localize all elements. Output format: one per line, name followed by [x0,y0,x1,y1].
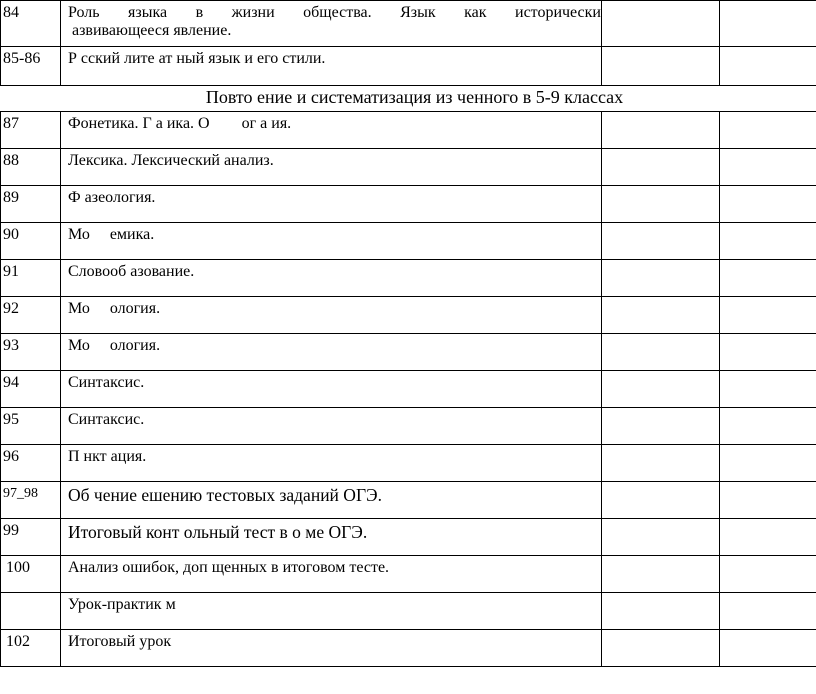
date-fact-cell [720,556,816,593]
table-row [1,297,816,334]
lesson-topic: Синтаксис. [61,371,602,408]
date-plan-cell [602,223,720,260]
table-row [1,593,816,630]
lesson-number: 91 [1,260,61,297]
table-row [1,260,816,297]
lesson-number: 97_98 [1,482,61,519]
lesson-number: 102 [1,630,61,667]
lesson-topic: П нкт ация. [61,445,602,482]
section-heading: Повто ение и систематизация из ченного в 5-9 классах [1,86,816,112]
lesson-topic: Урок-практик м [61,593,602,630]
table-row [1,371,816,408]
lesson-topic: Лексика. Лексический анализ. [61,149,602,186]
lesson-topic: Итоговый урок [61,630,602,667]
date-fact-cell [720,630,816,667]
table-row [1,334,816,371]
date-fact-cell [720,519,816,556]
date-fact-cell [720,408,816,445]
table-row [1,445,816,482]
date-fact-cell [720,445,816,482]
date-plan-cell [602,445,720,482]
lesson-number: 93 [1,334,61,371]
table-row [1,149,816,186]
lesson-topic-line1: Роль языка в жизни общества. Язык как исторически [68,4,601,21]
date-fact-cell [720,482,816,519]
table-row [1,1,816,47]
lesson-number: 90 [1,223,61,260]
date-fact-cell [720,223,816,260]
table-row [1,112,816,149]
lesson-topic-line2: азвивающееся явление. [72,22,232,39]
date-plan-cell [602,408,720,445]
date-plan-cell [602,186,720,223]
table-row [1,519,816,556]
table-row [1,47,816,86]
date-plan-cell [602,630,720,667]
lesson-topic: Мо емика. [61,223,602,260]
date-plan-cell [602,297,720,334]
lesson-topic: Итоговый конт ольный тест в о ме ОГЭ. [61,519,602,556]
table-row [1,630,816,667]
lesson-number: 100 [1,556,61,593]
lesson-topic: Словооб азование. [61,260,602,297]
date-fact-cell [720,334,816,371]
date-fact-cell [720,149,816,186]
lesson-number: 94 [1,371,61,408]
date-plan-cell [602,593,720,630]
date-fact-cell [720,260,816,297]
date-plan-cell [602,1,720,47]
lesson-number: 85-86 [1,47,61,86]
table-row [1,186,816,223]
date-plan-cell [602,149,720,186]
date-plan-cell [602,556,720,593]
lesson-topic: Синтаксис. [61,408,602,445]
date-fact-cell [720,47,816,86]
date-fact-cell [720,297,816,334]
date-fact-cell [720,186,816,223]
table-row [1,408,816,445]
lesson-topic: Мо ология. [61,297,602,334]
lesson-topic: Анализ ошибок, доп щенных в итоговом тесте. [61,556,602,593]
lesson-number [1,593,61,630]
lesson-number: 87 [1,112,61,149]
date-plan-cell [602,371,720,408]
section-row [1,86,816,112]
date-plan-cell [602,260,720,297]
date-plan-cell [602,482,720,519]
lesson-topic: Ф азеология. [61,186,602,223]
date-plan-cell [602,334,720,371]
table-row [1,482,816,519]
lesson-topic: Об чение ешению тестовых заданий ОГЭ. [61,482,602,519]
date-plan-cell [602,519,720,556]
lesson-number: 96 [1,445,61,482]
date-plan-cell [602,112,720,149]
date-fact-cell [720,371,816,408]
lesson-number: 92 [1,297,61,334]
date-fact-cell [720,1,816,47]
date-fact-cell [720,112,816,149]
lesson-number: 99 [1,519,61,556]
table-row [1,556,816,593]
lesson-number: 95 [1,408,61,445]
lesson-number: 84 [1,1,61,47]
lesson-topic: Фонетика. Г а ика. О ог а ия. [61,112,602,149]
date-fact-cell [720,593,816,630]
lesson-topic: Мо ология. [61,334,602,371]
lesson-topic [61,1,602,47]
lesson-number: 88 [1,149,61,186]
lesson-topic: Р сский лите ат ный язык и его стили. [61,47,602,86]
lesson-number: 89 [1,186,61,223]
date-plan-cell [602,47,720,86]
table-row [1,223,816,260]
